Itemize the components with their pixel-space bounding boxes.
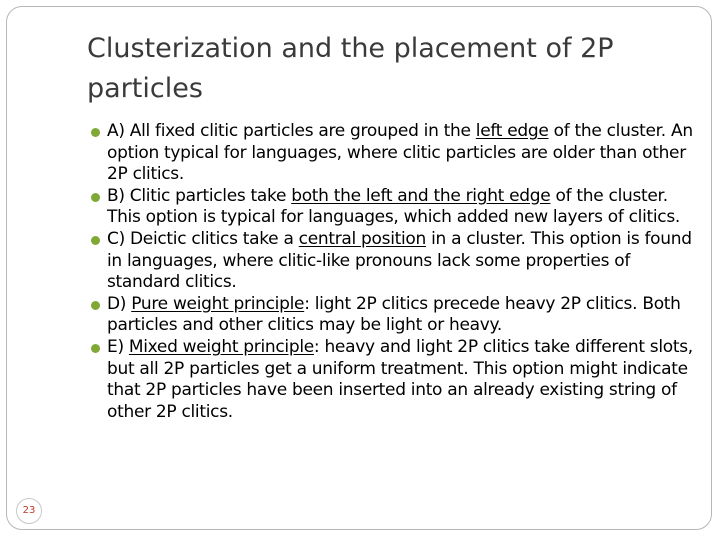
bullet-dot-icon	[91, 193, 100, 202]
bullet-text: in a cluster. This option is found in languages, where clitic-like pronouns lack some properties of standard clitics.	[107, 228, 692, 293]
bullet-dot-icon	[91, 128, 100, 137]
bullet-text: : light 2P clitics precede heavy 2P clitics. Both particles and other clitics may be light or heavy.	[107, 293, 681, 336]
bullet-text: B) Clitic particles take	[107, 185, 292, 206]
bullet-dot-icon	[91, 236, 100, 245]
underlined-term: Mixed weight principle	[128, 336, 314, 357]
bullet-dot-icon	[91, 344, 100, 353]
underlined-term: Pure weight principle	[131, 293, 305, 314]
bullet-item	[91, 294, 703, 337]
bullet-text: : heavy and light 2P clitics take different slots, but all 2P particles get a uniform treatment. This option might indicate that 2P particles have been inserted into an already existing string of other 2P clitics.	[107, 336, 693, 422]
bullet-text: of the cluster. This option is typical for languages, which added new layers of clitics.	[107, 185, 681, 228]
bullet-text: A) All fixed clitic particles are grouped in the	[107, 121, 476, 141]
bullet-item	[91, 229, 703, 294]
bullet-list	[91, 121, 703, 423]
bullet-text: D)	[107, 293, 132, 314]
underlined-term: left edge	[475, 121, 549, 141]
underlined-term: both the left and the right edge	[291, 185, 551, 206]
slide-title: Clusterization and the placement of 2P particles	[87, 33, 614, 104]
bullet-dot-icon	[91, 301, 100, 310]
bullet-text: E)	[107, 336, 129, 357]
slide-frame	[6, 6, 712, 530]
underlined-term: central position	[298, 228, 426, 249]
bullet-item	[91, 337, 703, 423]
page-number-badge: 23	[16, 498, 42, 524]
bullet-text: C) Deictic clitics take a	[107, 228, 299, 249]
bullet-text: of the cluster. An option typical for languages, where clitic particles are older than other 2P clitics.	[107, 121, 693, 185]
bullet-item	[91, 186, 703, 229]
bullet-item	[91, 121, 703, 186]
